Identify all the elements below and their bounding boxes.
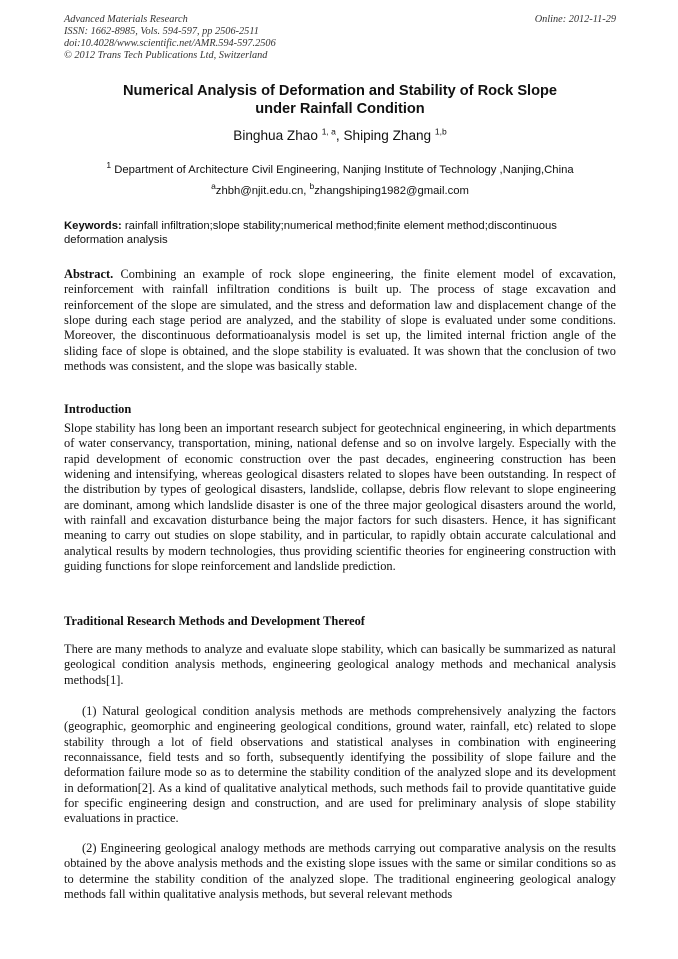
journal-header: [64, 14, 616, 62]
doi-line: doi:10.4028/www.scientific.net/AMR.594-597.2506: [64, 38, 276, 49]
email-a[interactable]: zhbh@njit.edu.cn,: [215, 185, 310, 197]
copyright-line: © 2012 Trans Tech Publications Ltd, Switzerland: [64, 50, 268, 61]
title-line-2: under Rainfall Condition: [255, 101, 425, 117]
author-list: [64, 127, 616, 145]
email-a-sup: a: [211, 181, 216, 192]
abstract-text: Combining an example of rock slope engineering, the finite element model of excavation, reinforcement with rainfall infiltration conditions is built up. The process of stage excavation and reinforcement of the slope are simulated, and the stress and deformation law and displacement change of the slope during each stage period are analyzed, and the stability of slope is evaluated under some conditions. Moreover, the discontinuous deformatioanalysis model is set up, the limited internal friction angle of the sliding face of slope is obtained, and the slope stability is evaluated. It was shown that the conclusion of two methods was consistent, and the slope was basically stable.: [64, 267, 616, 374]
paper-title: [64, 82, 616, 118]
author-emails: [64, 181, 616, 198]
author-1-sup: 1, a: [321, 126, 336, 137]
email-b-sup: b: [309, 181, 315, 192]
title-line-1: Numerical Analysis of Deformation and Stability of Rock Slope: [122, 83, 558, 99]
affiliation: [64, 160, 616, 177]
author-1-name: Binghua Zhao: [233, 128, 322, 143]
intro-paragraph: Slope stability has long been an important research subject for geotechnical engineering, in which departments of water conservancy, transportation, mining, national defense and so on involve largely. Especially with the rapid development of economic construction over the past decades, engineering construction has been widening and intensifying, whereas geological disasters related to slopes have been outstanding. In respect of the distribution by types of geological disasters, landslide, collapse, debris flow relevant to slope engineering are dominant, among which landslide disaster is one of the three major geological disasters around the world, with rainfall and excavation disturbance being the major factors for such disasters. Hence, it has significant meaning to carry out studies on slope stability, and in particular, to rapidly obtain accurate calculational and analytical results by modern technologies, thus providing scientific theories for engineering construction with guiding functions for slope reinforcement and landslide prediction.: [64, 421, 616, 574]
author-separator: ,: [335, 128, 344, 143]
affiliation-sup: 1: [106, 160, 112, 171]
affiliation-text: Department of Architecture Civil Engineering, Nanjing Institute of Technology ,Nanjing,China: [111, 164, 574, 176]
email-b[interactable]: zhangshiping1982@gmail.com: [314, 185, 469, 197]
keywords-label: Keywords:: [64, 220, 122, 232]
abstract-label: Abstract.: [64, 267, 114, 281]
author-2-sup: 1,b: [434, 126, 447, 137]
online-date: Online: 2012-11-29: [534, 14, 616, 25]
intro-heading: Introduction: [64, 402, 132, 416]
keywords: [64, 220, 616, 247]
keywords-text: rainfall infiltration;slope stability;numerical method;finite element method;discontinuous deformation analysis: [64, 220, 557, 246]
traditional-methods-heading: Traditional Research Methods and Development Thereof: [64, 614, 365, 628]
traditional-paragraph-1: There are many methods to analyze and evaluate slope stability, which can basically be summarized as natural geological condition analysis methods, engineering geological analogy methods and mechanical analysis methods[1].: [64, 642, 616, 687]
traditional-paragraph-2: (1) Natural geological condition analysis methods are methods comprehensively analyzing the factors (geographic, geomorphic and engineering geological conditions, ground water, rainfall, etc) related to slope stability through a lot of field observations and statistical analyses in combination with engineering reconnaissance, field tests and so forth, subsequently identifying the possibility of slope failure and the deformation failure mode so as to determine the stability condition of the analyzed slope and its development in deformation[2]. As a kind of qualitative analytical methods, such methods fail to provide quantitative guide for specific engineering design and construction, and are used for preliminary analysis of slope stability evaluations in practice.: [64, 704, 616, 826]
abstract: [64, 267, 616, 374]
traditional-paragraph-3: (2) Engineering geological analogy methods are methods carrying out comparative analysis on the results obtained by the above analysis methods and the existing slope issues with the same or similar conditions so as to determine the stability condition of the analyzed slope. The traditional engineering geological analogy methods fall within qualitative analysis methods, but several relevant methods: [64, 841, 616, 902]
author-2-name: Shiping Zhang: [343, 128, 435, 143]
issn-line: ISSN: 1662-8985, Vols. 594-597, pp 2506-2511: [64, 26, 259, 37]
journal-name: Advanced Materials Research: [64, 14, 188, 25]
